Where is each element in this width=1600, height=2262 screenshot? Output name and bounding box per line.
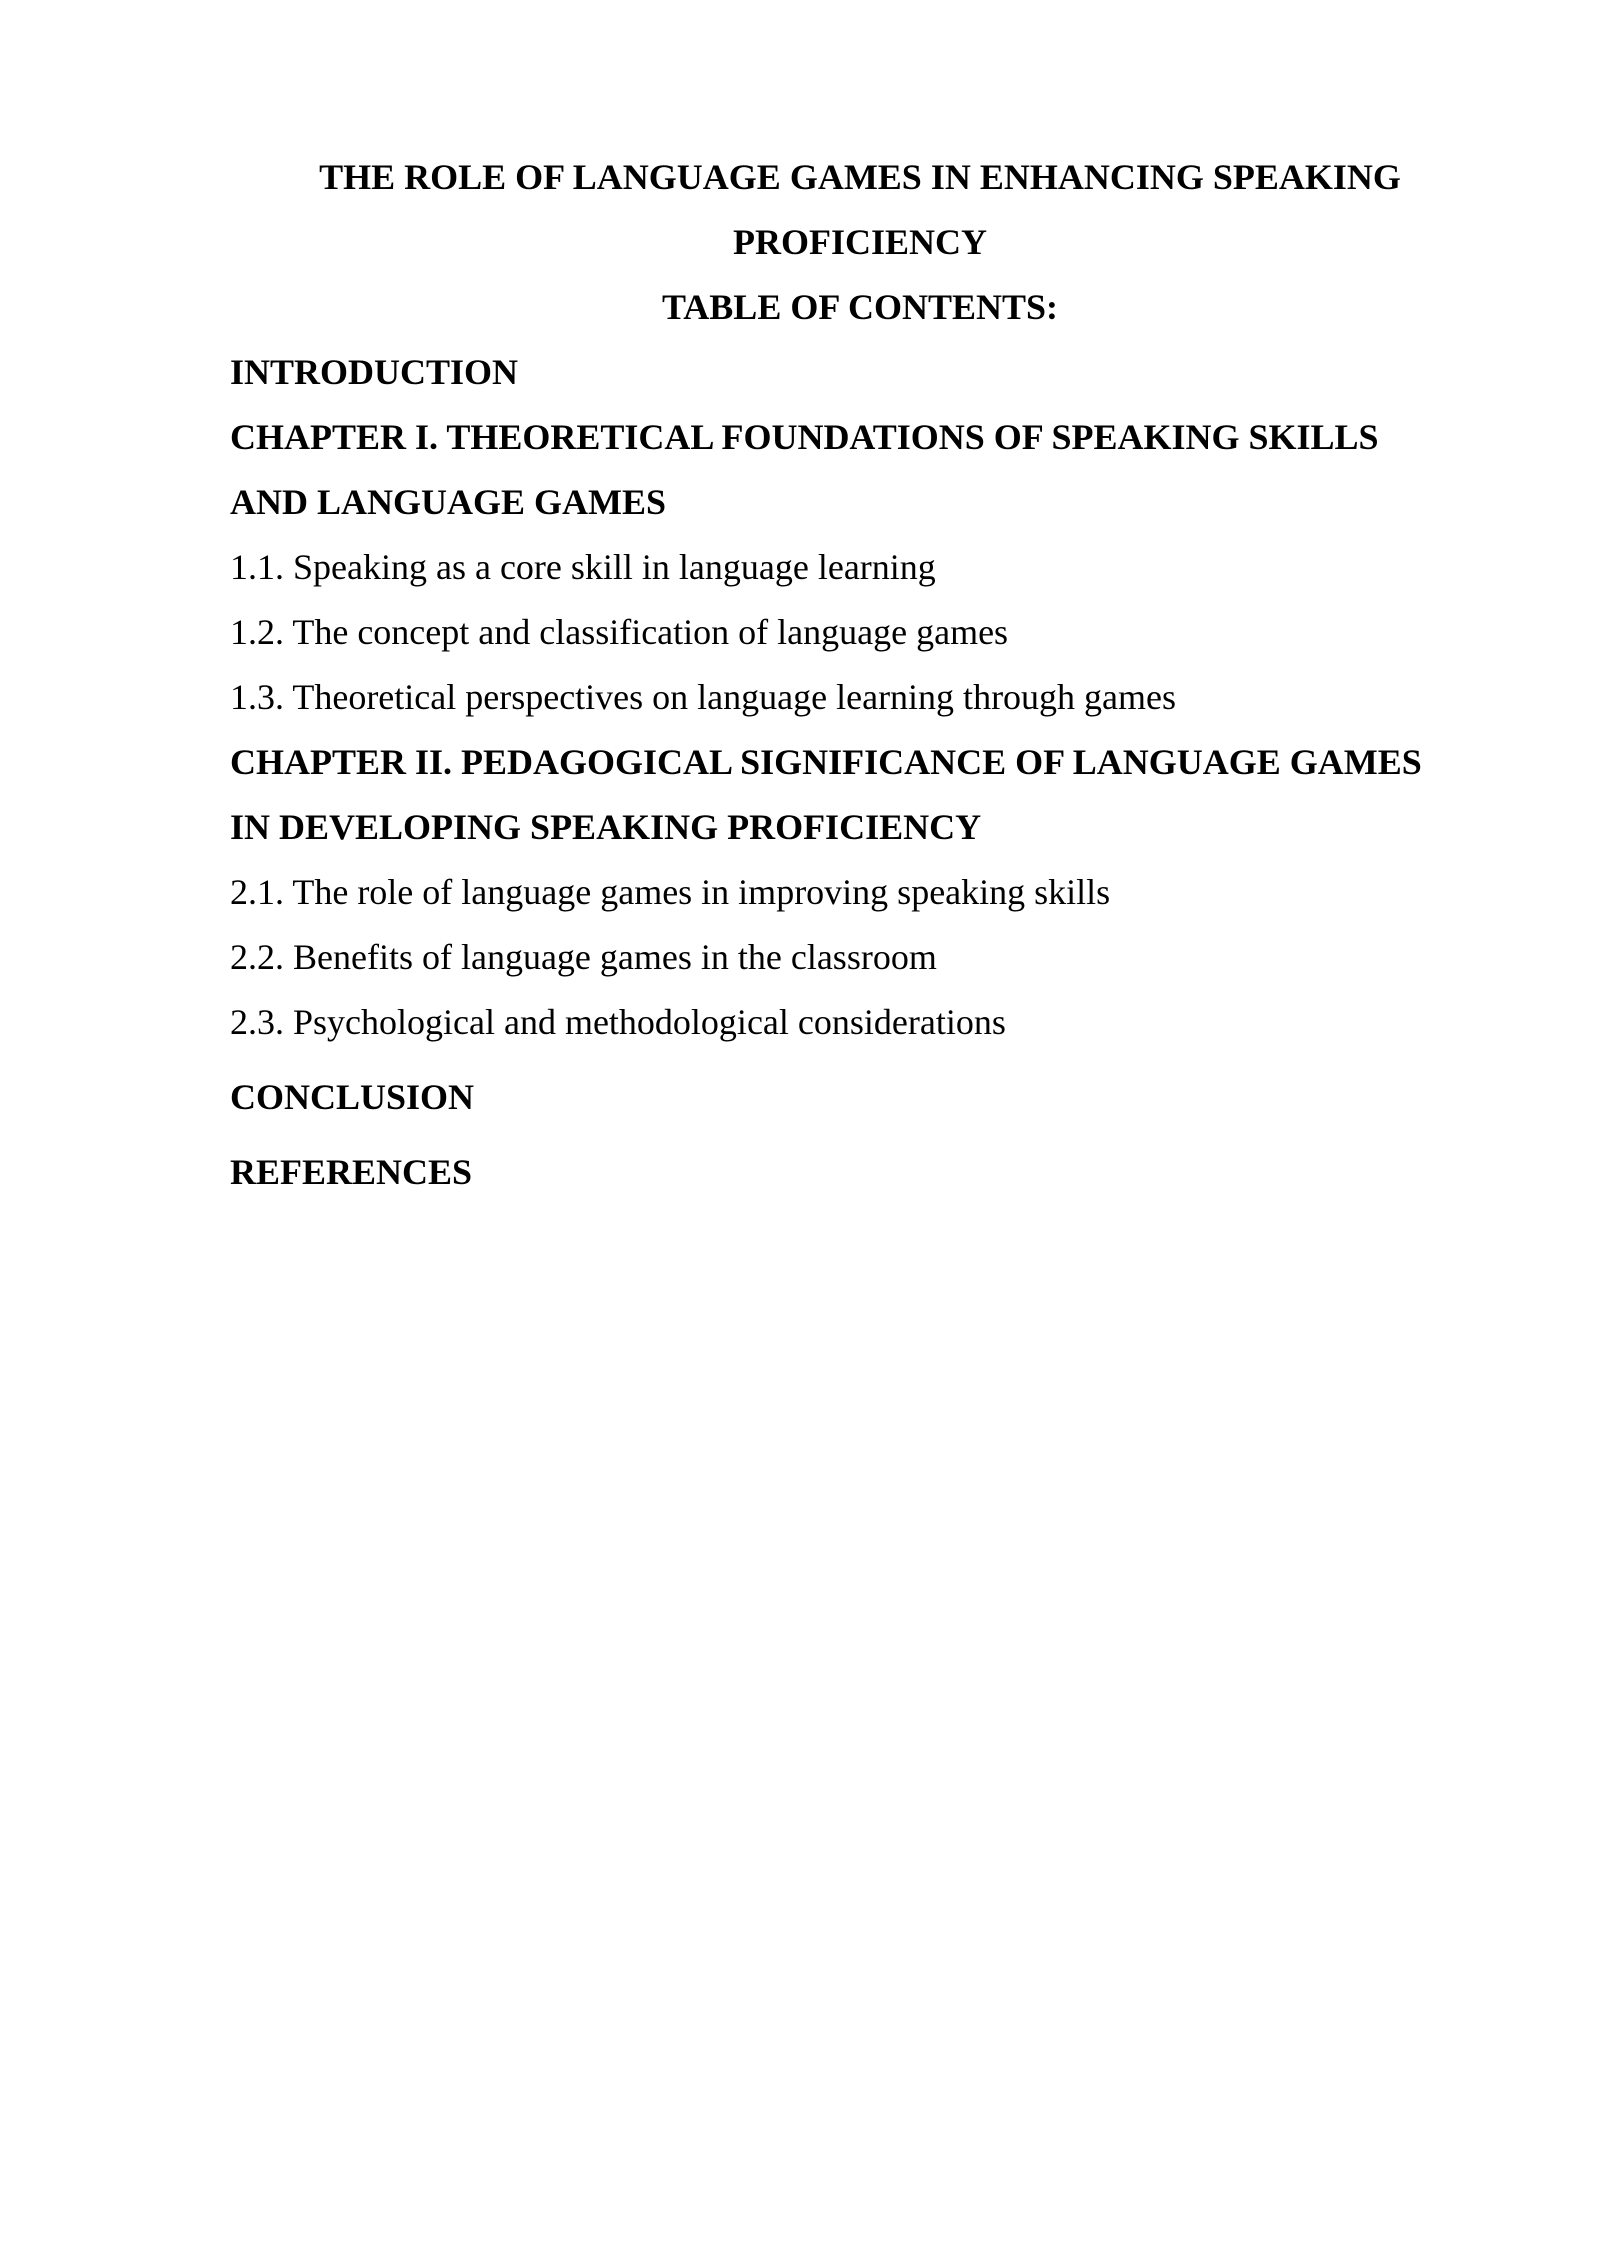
title-block: [230, 145, 1490, 340]
toc-section-1-1: 1.1. Speaking as a core skill in language learning: [230, 547, 936, 587]
toc-section-2-2: 2.2. Benefits of language games in the classroom: [230, 937, 937, 977]
toc-chapter1-title-line-1: CHAPTER I. THEORETICAL FOUNDATIONS OF SPEAKING SKILLS: [230, 417, 1379, 457]
toc-section-1-3: 1.3. Theoretical perspectives on language learning through games: [230, 677, 1177, 717]
document-title-line-2: PROFICIENCY: [732, 222, 987, 262]
toc-section-2-3: 2.3. Psychological and methodological considerations: [230, 1002, 1006, 1042]
toc-introduction: INTRODUCTION: [230, 352, 519, 392]
toc-section-1-2: 1.2. The concept and classification of language games: [230, 612, 1009, 652]
toc-chapter2-title-line-1: CHAPTER II. PEDAGOGICAL SIGNIFICANCE OF LANGUAGE GAMES: [230, 742, 1422, 782]
toc-section-2-1: 2.1. The role of language games in improving speaking skills: [230, 872, 1111, 912]
table-of-contents: [230, 340, 1530, 1205]
toc-heading: TABLE OF CONTENTS:: [661, 287, 1059, 327]
toc-chapter2-title-line-2: IN DEVELOPING SPEAKING PROFICIENCY: [230, 807, 982, 847]
toc-chapter1-title-line-2: AND LANGUAGE GAMES: [230, 482, 667, 522]
document-title-line-1: THE ROLE OF LANGUAGE GAMES IN ENHANCING SPEAKING: [319, 157, 1401, 197]
toc-conclusion: CONCLUSION: [230, 1077, 475, 1117]
toc-references: REFERENCES: [230, 1152, 473, 1192]
